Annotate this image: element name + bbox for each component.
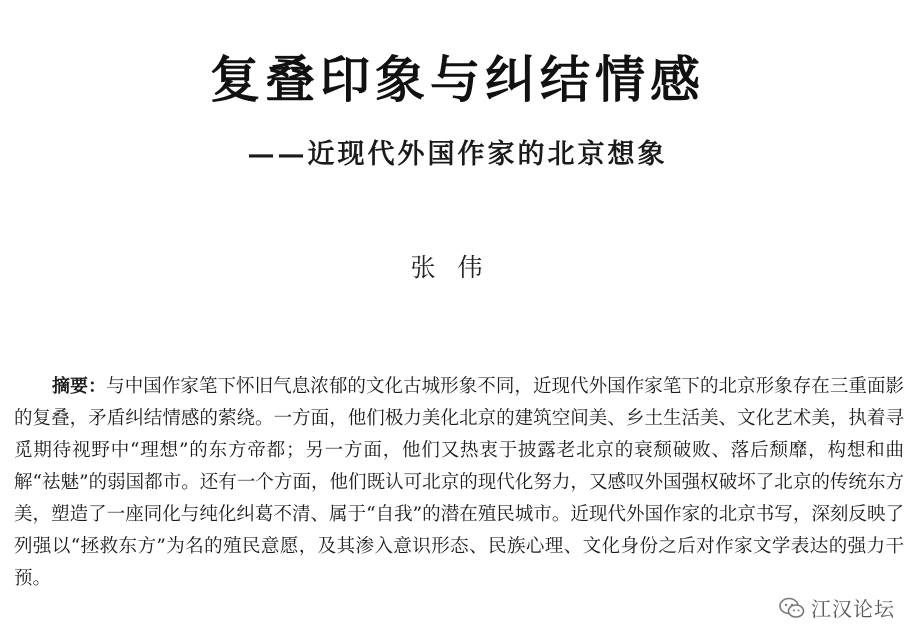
article-author: 张伟 [410,253,505,282]
watermark-text: 江汉论坛 [811,597,895,621]
abstract-text: 与中国作家笔下怀旧气息浓郁的文化古城形象不同，近现代外国作家笔下的北京形象存在三重面影的复叠，矛盾纠结情感的萦绕。一方面，他们极力美化北京的建筑空间美、乡土生活美、文化艺术美，执着寻觅期待视野中“理想”的东方帝都；另一方面，他们又热衷于披露老北京的衰颓破败、落后颓靡，构想和曲解“祛魅”的弱国都市。还有一个方面，他们既认可北京的现代化努力，又感叹外国强权破坏了北京的传统东方美，塑造了一座同化与纯化纠葛不清、属于“自我”的潜在殖民城市。近现代外国作家的北京书写，深刻反映了列强以“拯救东方”为名的殖民意愿，及其渗入意识形态、民族心理、文化身份之后对作家文学表达的强力干预。 [14,376,904,589]
wechat-icon [779,597,805,619]
article-subtitle: ——近现代外国作家的北京想象 [247,139,668,170]
abstract-paragraph [14,371,904,595]
source-watermark [773,591,901,624]
article-title: 复叠印象与纠结情感 [210,50,705,109]
abstract-label: 摘要： [52,376,107,397]
